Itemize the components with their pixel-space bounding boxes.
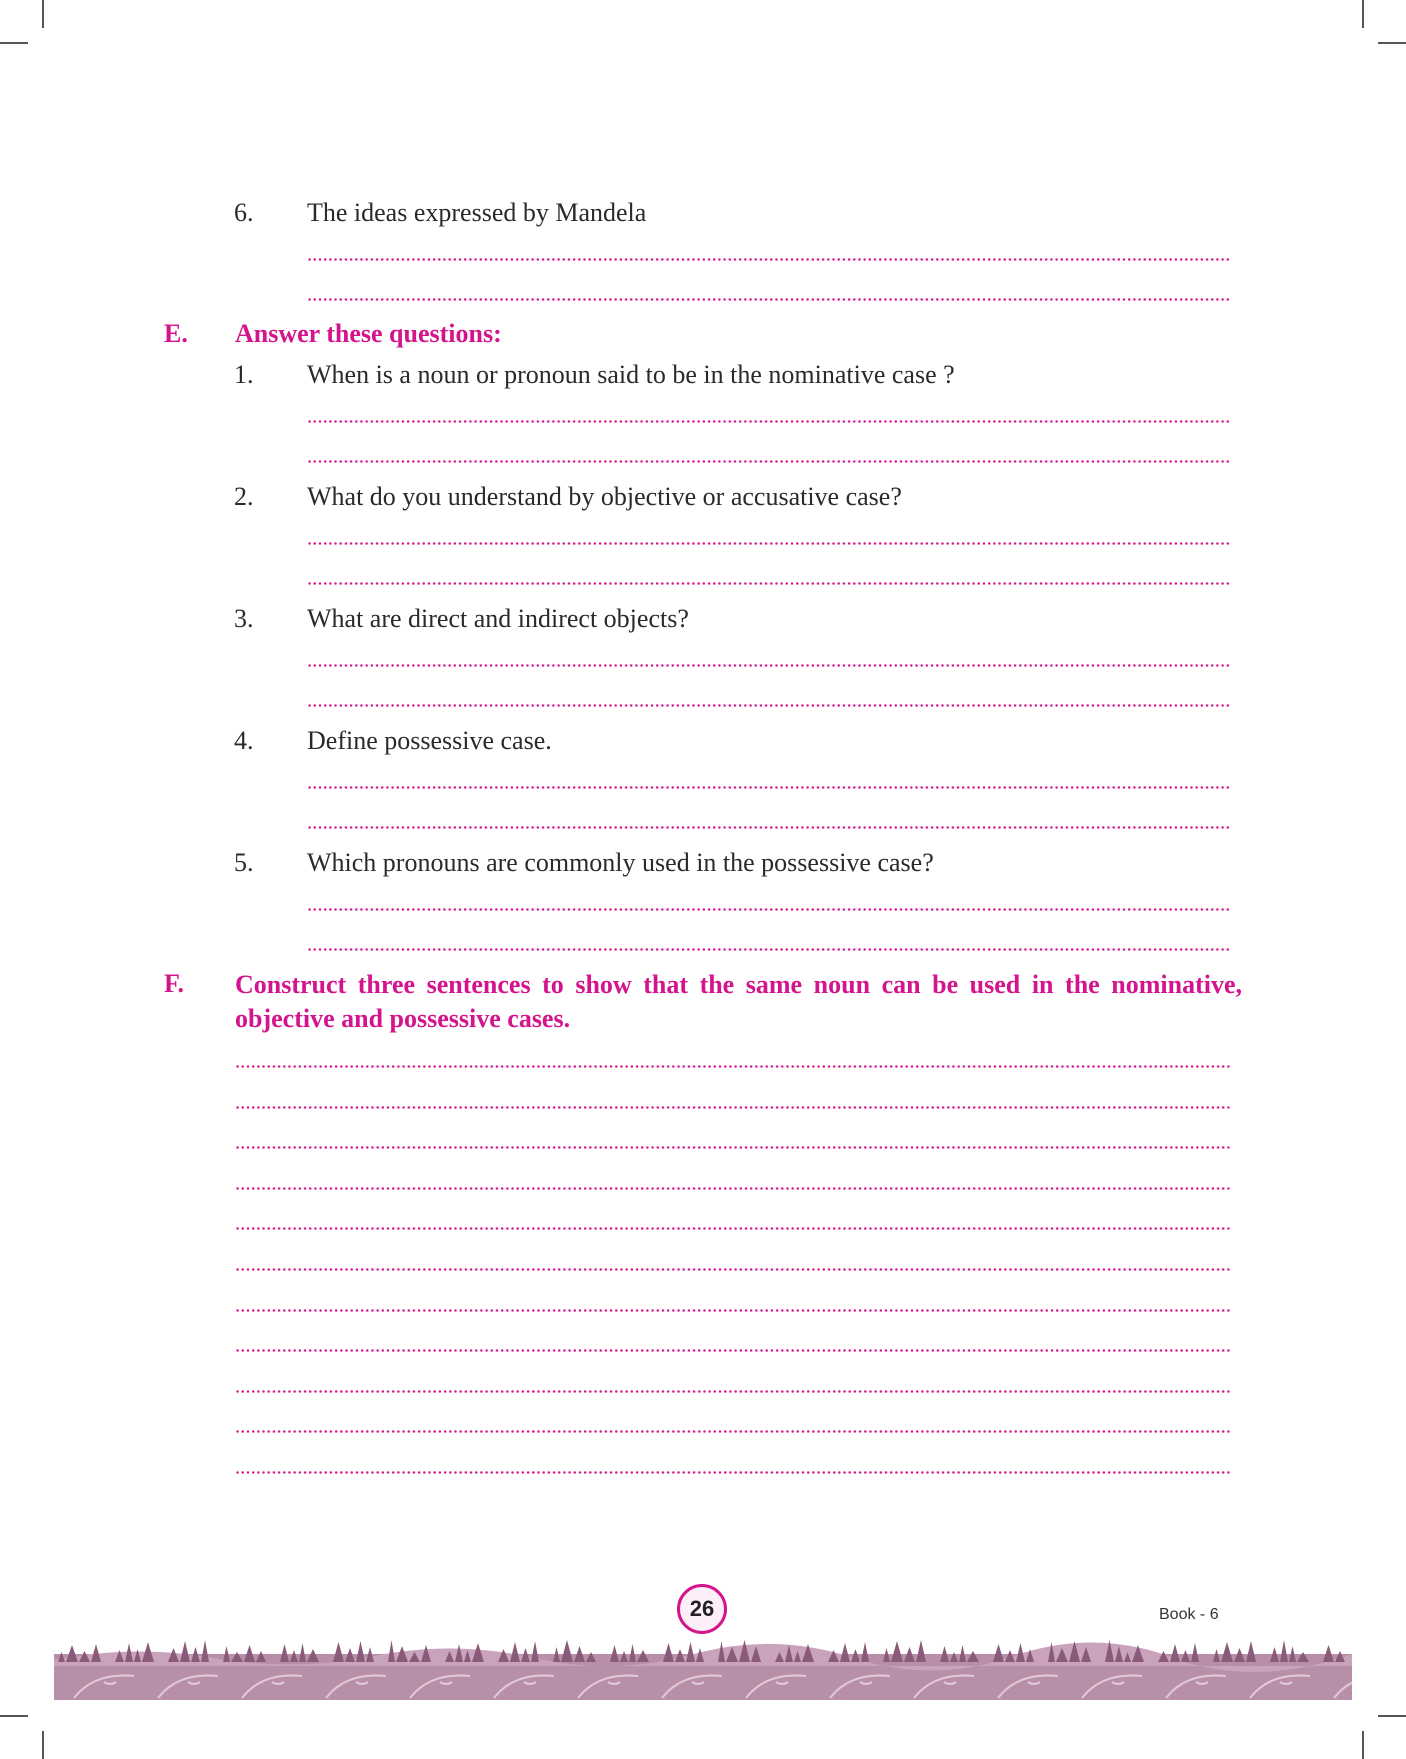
answer-line[interactable] (307, 258, 1230, 261)
answer-line[interactable] (307, 786, 1230, 789)
answer-line[interactable] (235, 1309, 1230, 1312)
tree-shape (663, 1643, 674, 1662)
question-number: 1. (234, 360, 254, 389)
tree-shape (959, 1645, 966, 1662)
tree-shape (610, 1645, 619, 1662)
crop-mark (42, 0, 44, 28)
section-title: Answer these questions: (235, 319, 502, 348)
tree-shape (1221, 1642, 1233, 1662)
tree-shape (1191, 1643, 1199, 1662)
tree-shape (686, 1642, 695, 1662)
answer-line[interactable] (235, 1227, 1230, 1230)
tree-shape (388, 1640, 395, 1662)
answer-line[interactable] (307, 704, 1230, 707)
answer-line[interactable] (307, 460, 1230, 463)
tree-shape (916, 1640, 926, 1662)
crop-mark (42, 1731, 44, 1759)
tree-shape (861, 1642, 869, 1662)
tree-shape (180, 1641, 190, 1662)
crop-mark (1378, 42, 1406, 44)
answer-line[interactable] (307, 582, 1230, 585)
answer-line[interactable] (235, 1349, 1230, 1352)
question-text: What are direct and indirect objects? (307, 604, 689, 633)
tree-shape (201, 1640, 209, 1662)
tree-shape (1246, 1641, 1256, 1662)
tree-shape (280, 1644, 289, 1662)
question-text: Which pronouns are commonly used in the possessive case? (307, 848, 934, 877)
answer-line[interactable] (235, 1065, 1230, 1068)
answer-line[interactable] (235, 1390, 1230, 1393)
tree-shape (66, 1645, 78, 1662)
tree-shape (333, 1642, 344, 1662)
tree-shape (629, 1644, 636, 1662)
tree-shape (840, 1643, 850, 1662)
question-text: The ideas expressed by Mandela (307, 198, 647, 227)
book-label: Book - 6 (1159, 1606, 1219, 1623)
answer-line[interactable] (235, 1430, 1230, 1433)
answer-line[interactable] (235, 1106, 1230, 1109)
question-number: 5. (234, 848, 254, 877)
section-letter: F. (164, 969, 184, 998)
tree-shape (244, 1645, 255, 1662)
answer-line[interactable] (307, 542, 1230, 545)
question-number: 2. (234, 482, 254, 511)
tree-shape (299, 1643, 306, 1662)
answer-line[interactable] (235, 1268, 1230, 1271)
tree-shape (510, 1642, 520, 1662)
answer-line[interactable] (307, 420, 1230, 423)
crop-mark (1362, 0, 1364, 28)
answer-line[interactable] (307, 664, 1230, 667)
crop-mark (0, 1715, 28, 1717)
answer-line[interactable] (307, 298, 1230, 301)
answer-line[interactable] (307, 948, 1230, 951)
crop-mark (0, 42, 28, 44)
answer-line[interactable] (307, 826, 1230, 829)
question-number: 4. (234, 726, 254, 755)
answer-line[interactable] (235, 1146, 1230, 1149)
question-number: 3. (234, 604, 254, 633)
tree-shape (993, 1644, 1004, 1662)
tree-shape (1170, 1644, 1180, 1662)
answer-line[interactable] (235, 1471, 1230, 1474)
question-text: When is a noun or pronoun said to be in the nominative case ? (307, 360, 955, 389)
question-text: What do you understand by objective or accusative case? (307, 482, 902, 511)
tree-shape (1323, 1645, 1334, 1662)
crop-mark (1378, 1715, 1406, 1717)
answer-line[interactable] (235, 1187, 1230, 1190)
tree-shape (891, 1641, 903, 1662)
question-number: 6. (234, 198, 254, 227)
page-number: 26 (677, 1584, 727, 1634)
section-letter: E. (164, 319, 188, 348)
tree-shape (561, 1640, 573, 1662)
tree-shape (356, 1641, 365, 1662)
section-title: Construct three sentences to show that the same noun can be used in the nominative, objective and possessive cases. (235, 970, 1242, 1033)
answer-line[interactable] (307, 908, 1230, 911)
tree-shape (91, 1644, 101, 1662)
crop-mark (1362, 1731, 1364, 1759)
tree-shape (1280, 1640, 1288, 1662)
tree-shape (1016, 1643, 1025, 1662)
question-text: Define possessive case. (307, 726, 552, 755)
tree-shape (531, 1641, 539, 1662)
